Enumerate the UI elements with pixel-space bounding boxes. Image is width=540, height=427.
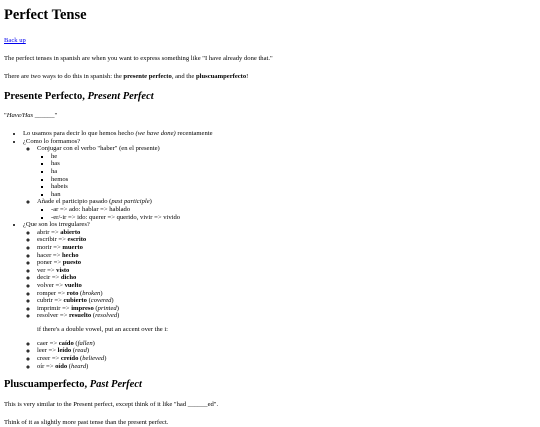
verb-infinitive: abrir => xyxy=(37,228,61,236)
two-ways-text: ! xyxy=(246,72,249,80)
two-ways-paragraph xyxy=(4,73,536,81)
verb-infinitive: creer => xyxy=(37,355,61,363)
irregulars-list xyxy=(23,229,536,320)
verb-participle: caído xyxy=(58,339,74,347)
pluscuamperfecto-term: pluscuamperfecto xyxy=(195,72,247,80)
list-item xyxy=(37,198,536,221)
verb-item xyxy=(37,297,536,305)
verb-gloss: broken xyxy=(82,289,101,297)
verb-item xyxy=(37,252,536,260)
verb-gloss-paren: ) xyxy=(86,362,89,370)
verb-participle: visto xyxy=(56,266,70,274)
haber-form-item: ▪ habeis xyxy=(51,183,536,191)
verb-item xyxy=(37,355,536,363)
verb-participle: leído xyxy=(57,347,72,355)
accented-participles-list xyxy=(23,340,536,370)
usage-italic: (we have done) xyxy=(135,130,176,138)
verb-gloss-paren: ) xyxy=(117,312,120,320)
verb-item xyxy=(37,236,536,244)
participle-text: ) xyxy=(149,198,152,206)
verb-gloss: believed xyxy=(82,355,105,363)
verb-gloss-paren: ( xyxy=(91,312,96,320)
usage-text: Lo usamos para decir lo que hemos hecho xyxy=(23,130,136,138)
list-item xyxy=(23,138,536,222)
haber-form-item: ▪ hemos xyxy=(51,176,536,184)
verb-gloss-paren: ) xyxy=(111,297,114,305)
past-perfect-paragraph: This is very similar to the Present perfect, except think of it like "had ______ed". xyxy=(4,400,219,408)
section-heading-present-perfect xyxy=(4,91,536,103)
heading-text: Pluscuamperfecto, xyxy=(4,379,90,391)
formation-list xyxy=(23,145,536,221)
verb-item xyxy=(37,290,536,298)
haber-form-item: ▪ he xyxy=(51,153,536,161)
verb-infinitive: poner => xyxy=(37,259,63,267)
haber-form-item: ▪ ha xyxy=(51,168,536,176)
verb-item xyxy=(37,347,536,355)
heading-italic-text: Present Perfect xyxy=(87,90,154,102)
list-item xyxy=(23,130,536,138)
verb-gloss-paren: ( xyxy=(86,297,91,305)
participle-rule-item: ▪ -er/-ir => ido: querer => querido, vivir => vivido xyxy=(51,214,536,222)
participle-rules-list xyxy=(37,206,536,221)
verb-item xyxy=(37,229,536,237)
verb-gloss-paren: ) xyxy=(116,304,119,312)
verb-gloss: resolved xyxy=(95,312,118,320)
verb-participle: muerto xyxy=(62,244,83,252)
verb-gloss-paren: ) xyxy=(104,355,107,363)
verb-infinitive: resolver => xyxy=(37,312,69,320)
verb-item xyxy=(37,267,536,275)
verb-gloss-paren: ) xyxy=(100,289,103,297)
verb-participle: hecho xyxy=(62,251,79,259)
present-perfect-list xyxy=(4,130,536,370)
conjugate-text: Conjugar con el verbo "haber" (en el presente) xyxy=(37,145,160,153)
participle-italic: past participle xyxy=(111,198,150,206)
presente-perfecto-term: presente perfecto xyxy=(123,72,172,80)
section-heading-past-perfect xyxy=(4,379,536,391)
double-vowel-note: if there's a double vowel, put an accent over the i: xyxy=(37,325,168,333)
verb-gloss-paren: ( xyxy=(67,362,72,370)
verb-gloss: read xyxy=(75,347,87,355)
verb-item xyxy=(37,340,536,348)
verb-infinitive: escribir => xyxy=(37,236,68,244)
formula-italic: Have/Has xyxy=(6,112,34,120)
verb-item xyxy=(37,312,536,320)
verb-infinitive: hacer => xyxy=(37,251,63,259)
verb-gloss: fallen xyxy=(77,339,93,347)
verb-gloss-paren: ( xyxy=(78,289,83,297)
usage-text: recentamente xyxy=(175,130,213,138)
page-title: Perfect Tense xyxy=(4,7,87,23)
haber-form-item: ▪ han xyxy=(51,191,536,199)
verb-participle: vuelto xyxy=(64,281,82,289)
verb-infinitive: ver => xyxy=(37,266,57,274)
verb-infinitive: imprimir => xyxy=(37,304,72,312)
list-item xyxy=(37,145,536,198)
back-up-link[interactable]: Back up xyxy=(4,36,26,44)
verb-infinitive: decir => xyxy=(37,274,61,282)
verb-infinitive: oír => xyxy=(37,362,56,370)
past-perfect-paragraph: Think of it as slightly more past tense than the present perfect. xyxy=(4,418,169,426)
verb-participle: oído xyxy=(55,362,68,370)
verb-gloss: printed xyxy=(97,304,117,312)
two-ways-text: There are two ways to do this in spanish: the xyxy=(4,72,124,80)
how-question: ¿Como lo formamos? xyxy=(23,137,81,145)
verb-infinitive: caer => xyxy=(37,339,59,347)
verb-participle: resuelto xyxy=(68,312,92,320)
verb-participle: escrito xyxy=(67,236,87,244)
verb-gloss: heard xyxy=(71,362,87,370)
verb-gloss: covered xyxy=(90,297,112,305)
formula-paragraph xyxy=(4,112,536,120)
verb-item xyxy=(37,363,536,371)
haber-forms-list xyxy=(37,153,536,199)
verb-gloss-paren: ) xyxy=(92,339,95,347)
verb-gloss-paren: ( xyxy=(78,355,83,363)
list-item xyxy=(23,221,536,370)
heading-italic-text: Past Perfect xyxy=(89,379,142,391)
two-ways-text: , and the xyxy=(171,72,196,80)
verb-item xyxy=(37,282,536,290)
formula-quote: " xyxy=(4,112,7,120)
verb-participle: puesto xyxy=(62,259,82,267)
verb-item xyxy=(37,305,536,313)
verb-participle: impreso xyxy=(71,304,94,312)
verb-gloss-paren: ( xyxy=(93,304,98,312)
verb-infinitive: cubrir => xyxy=(37,297,64,305)
haber-form-item: ▪ has xyxy=(51,160,536,168)
verb-infinitive: morir => xyxy=(37,244,63,252)
verb-participle: cubierto xyxy=(63,297,87,305)
verb-participle: roto xyxy=(66,289,79,297)
verb-gloss-paren: ( xyxy=(71,347,76,355)
irregular-question: ¿Que son los irregulares? xyxy=(23,221,90,229)
verb-item xyxy=(37,244,536,252)
verb-infinitive: volver => xyxy=(37,281,65,289)
formula-blank: ______" xyxy=(33,112,58,120)
verb-participle: creído xyxy=(60,355,79,363)
verb-gloss-paren: ( xyxy=(73,339,78,347)
participle-rule-item: ▪ -ar => ado: hablar => hablado xyxy=(51,206,536,214)
verb-infinitive: romper => xyxy=(37,289,67,297)
verb-participle: abierto xyxy=(60,228,81,236)
heading-text: Presente Perfecto, xyxy=(4,90,88,102)
verb-participle: dicho xyxy=(60,274,77,282)
intro-paragraph: The perfect tenses in spanish are when you want to express something like "I have already done that." xyxy=(4,54,273,62)
verb-gloss-paren: ) xyxy=(86,347,90,355)
participle-text: Añade el participio pasado ( xyxy=(37,198,112,206)
verb-item xyxy=(37,274,536,282)
verb-infinitive: leer => xyxy=(37,347,58,355)
verb-item xyxy=(37,259,536,267)
back-link-paragraph xyxy=(4,37,536,45)
